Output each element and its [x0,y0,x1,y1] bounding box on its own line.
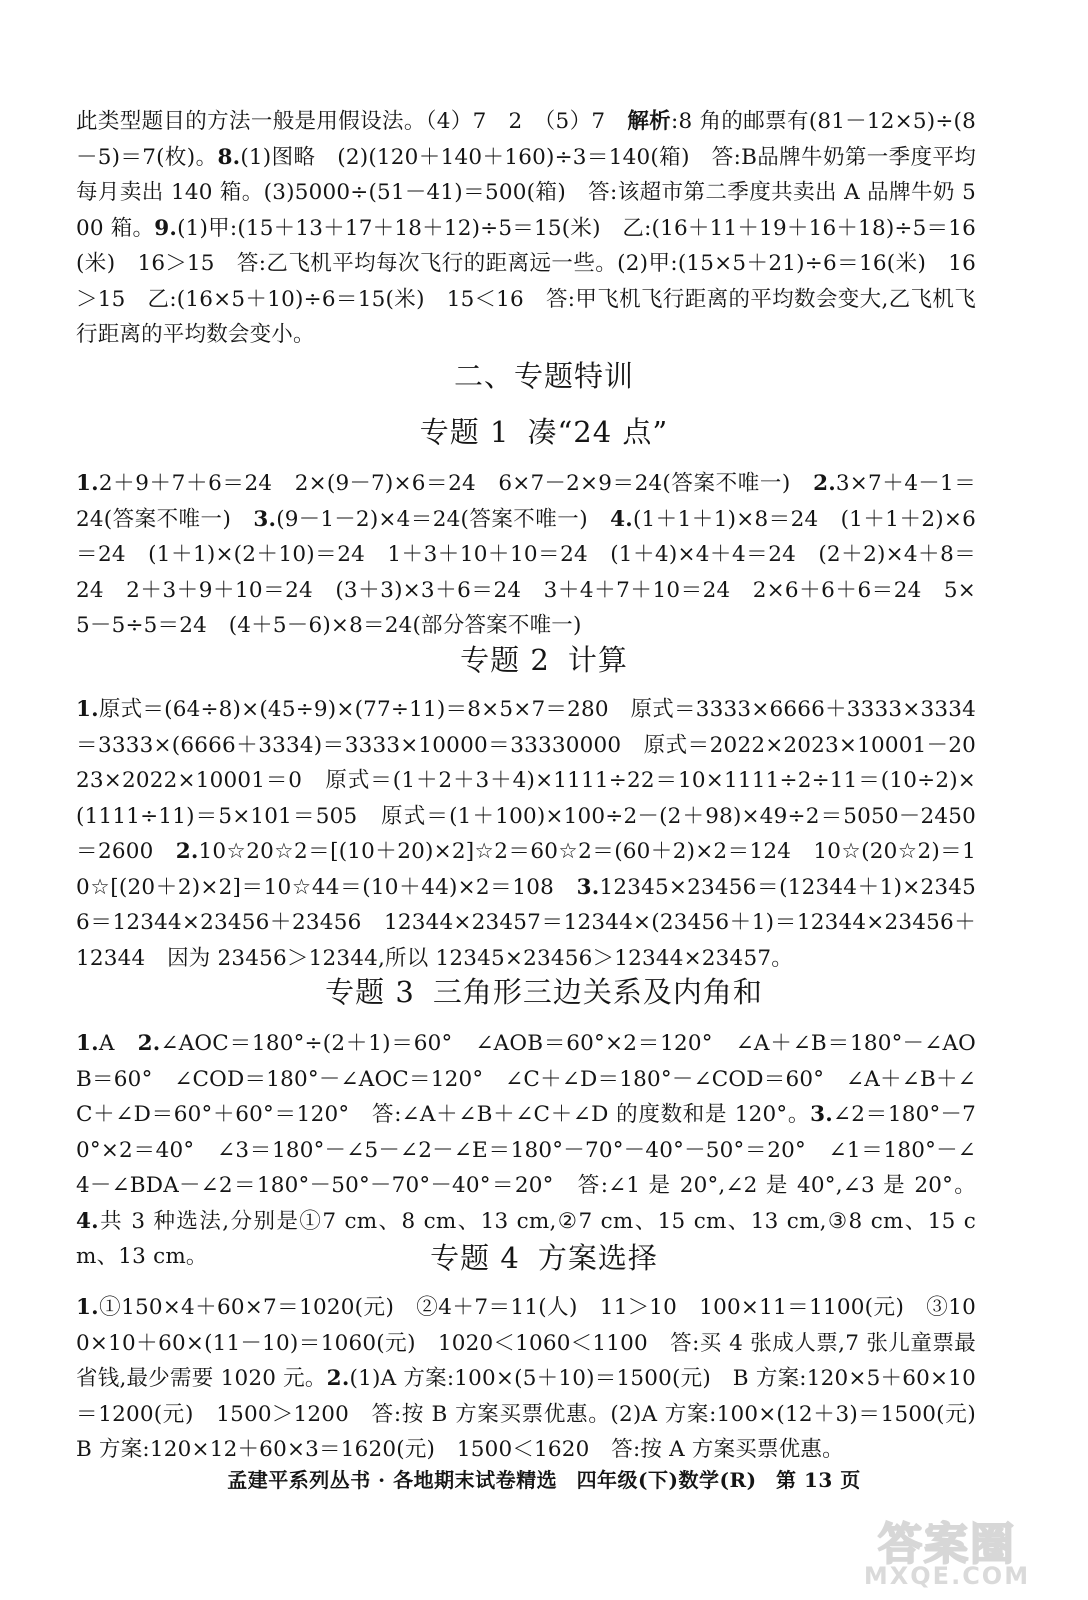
question-number: 2. [813,471,836,496]
question-number: 8. [217,144,241,170]
topic-number: 专题 3 [325,975,415,1009]
question-number: 2. [137,1031,161,1056]
page-number: 第 13 页 [776,1468,861,1492]
topic-4-heading [0,1238,1088,1278]
topic-title: 计算 [567,643,628,677]
answer-text: ∠AOC＝180°÷(2＋1)＝60° ∠AOB＝60°×2＝120° ∠A＋∠B＝180°－∠AOB＝60° ∠COD＝180°－∠AOC＝120° ∠C＋∠D＝180°－∠COD＝60° ∠A＋∠B＋∠C＋∠D＝60°＋60°＝120° 答:∠A＋∠B＋∠C＋∠D 的度数和是 120°。 [76,1031,976,1127]
book-series: 孟建平系列丛书 · 各地期末试卷精选 [227,1468,558,1492]
question-number: 1. [76,471,99,496]
answer-text: (1)A 方案:100×(5＋10)＝1500(元) B 方案:120×5＋60×10＝1200(元) 1500＞1200 答:按 B 方案买票优惠。(2)A 方案:100×(12＋3)＝1500(元) B 方案:120×12＋60×3＝1620(元) 1500＜1620 答:按 A 方案买票优惠。 [76,1366,998,1462]
watermark-url: MXQE.COM [863,1562,1031,1590]
section-title: 二、专题特训 [453,359,634,393]
question-number: 3. [576,874,600,900]
topic-number: 专题 2 [460,643,550,677]
answer-text: 10☆20☆2＝[(10＋20)×2]☆2＝60☆2＝(60＋2)×2＝124 10☆(20☆2)＝10☆[(20＋2)×2]＝10☆44＝(10＋44)×2＝108 [76,839,977,900]
topic-4-answers [76,1290,998,1468]
page-footer [0,1466,1088,1494]
question-number: 3. [810,1102,833,1127]
answer-text: 共 3 种选法,分别是①7 cm、8 cm、13 cm,②7 cm、15 cm、13 cm,③8 cm、15 cm、13 cm。 [76,1208,976,1269]
answer-text: 2＋9＋7＋6＝24 2×(9－7)×6＝24 6×7－2×9＝24(答案不唯一) [98,471,814,496]
answer-text: 此类型题目的方法一般是用假设法。（4）7 2 （5）7 [76,109,628,134]
question-number: 2. [175,839,199,864]
question-number: 1. [76,1295,99,1320]
answer-text: (1)甲:(15＋13＋17＋18＋12)÷5＝15(米) 乙:(16＋11＋19＋16＋18)÷5＝16(米) 16＞15 答:乙飞机平均每次飞行的距离远一些。(2)甲:(15×5＋21)÷6＝16(米) 16＞15 乙:(16×5＋10)÷6＝15(米) 15＜16 答:甲飞机飞行距离的平均数会变大,乙飞机飞行距离的平均数会变小。 [76,215,976,347]
analysis-label: 解析 [627,109,672,134]
question-number: 1. [76,1031,99,1056]
answer-text: :8 角的邮票有(81－12×5)÷(8－5)＝7(枚)。 [76,109,976,170]
answer-text: ∠2＝180°－70°×2＝40° ∠3＝180°－∠5－∠2－∠E＝180°－70°－40°－50°＝20° ∠1＝180°－∠4－∠BDA－∠2＝180°－50°－70°－40°＝20° 答:∠1 是 20°,∠2 是 40°,∠3 是 20°。 [76,1102,976,1198]
topic-title: 方案选择 [537,1241,658,1275]
topic-2-heading [0,640,1088,680]
answer-text: ①150×4＋60×7＝1020(元) ②4＋7＝11(人) 11＞10 100×11＝1100(元) ③100×10＋60×(11－10)＝1060(元) 1020＜1060＜1100 答:买 4 张成人票,7 张儿童票最省钱,最少需要 1020 元。 [76,1295,976,1391]
answer-text: 3×7＋4－1＝24(答案不唯一) [76,471,976,532]
question-number: 4. [76,1208,99,1234]
topic-title: 三角形三边关系及内角和 [432,975,763,1009]
watermark-logo [852,1508,1042,1590]
topic-3-heading [0,972,1088,1012]
answer-text: (9－1－2)×4＝24(答案不唯一) [276,506,611,532]
topic-title: 凑“24 点” [527,415,669,449]
question-number: 2. [326,1366,350,1391]
topic-1-heading [0,412,1088,452]
question-number: 9. [154,215,178,241]
question-number: 3. [253,506,277,532]
answer-text: 原式＝(64÷8)×(45÷9)×(77÷11)＝8×5×7＝280 原式＝3333×6666＋3333×3334＝3333×(6666＋3334)＝3333×10000＝33330000 原式＝2022×2023×10001－2023×2022×10001＝0 原式＝(1＋2＋3＋4)×1111÷22＝10×1111÷2÷11＝(10÷2)×(1111÷11)＝5×101＝505 原式＝(1＋100)×100÷2－(2＋98)×49÷2＝5050－2450＝2600 [76,697,976,864]
answer-block-continued [76,104,976,353]
answer-text: 12345×23456＝(12344＋1)×23456＝12344×23456＋23456 12344×23457＝12344×(23456＋1)＝12344×23456＋12344 因为 23456＞12344,所以 12345×23456＞12344×23457。 [76,874,976,971]
question-number: 1. [76,697,99,722]
topic-number: 专题 4 [430,1241,520,1275]
answer-text: (1＋1＋1)×8＝24 (1＋1＋2)×6＝24 (1＋1)×(2＋10)＝24 1＋3＋10＋10＝24 (1＋4)×4＋4＝24 (2＋2)×4＋8＝24 2＋3＋9＋10＝24 (3＋3)×3＋6＝24 3＋4＋7＋10＝24 2×6＋6＋6＝24 5×5－5÷5＝24 (4＋5－6)×8＝24(部分答案不唯一) [76,506,976,638]
question-number: 4. [610,506,633,532]
topic-1-answers [76,466,976,644]
answer-text: (1)图略 (2)(120＋140＋160)÷3＝140(箱) 答:B品牌牛奶第一季度平均每月卖出 140 箱。(3)5000÷(51－41)＝500(箱) 答:该超市第二季度共卖出 A 品牌牛奶 500 箱。 [76,144,976,241]
topic-2-answers [76,692,976,976]
topic-number: 专题 1 [419,415,510,449]
grade-subject: 四年级(下)数学(R) [576,1468,757,1492]
answer-text: A [98,1031,138,1056]
watermark-title: 答案圈 [878,1519,1016,1570]
